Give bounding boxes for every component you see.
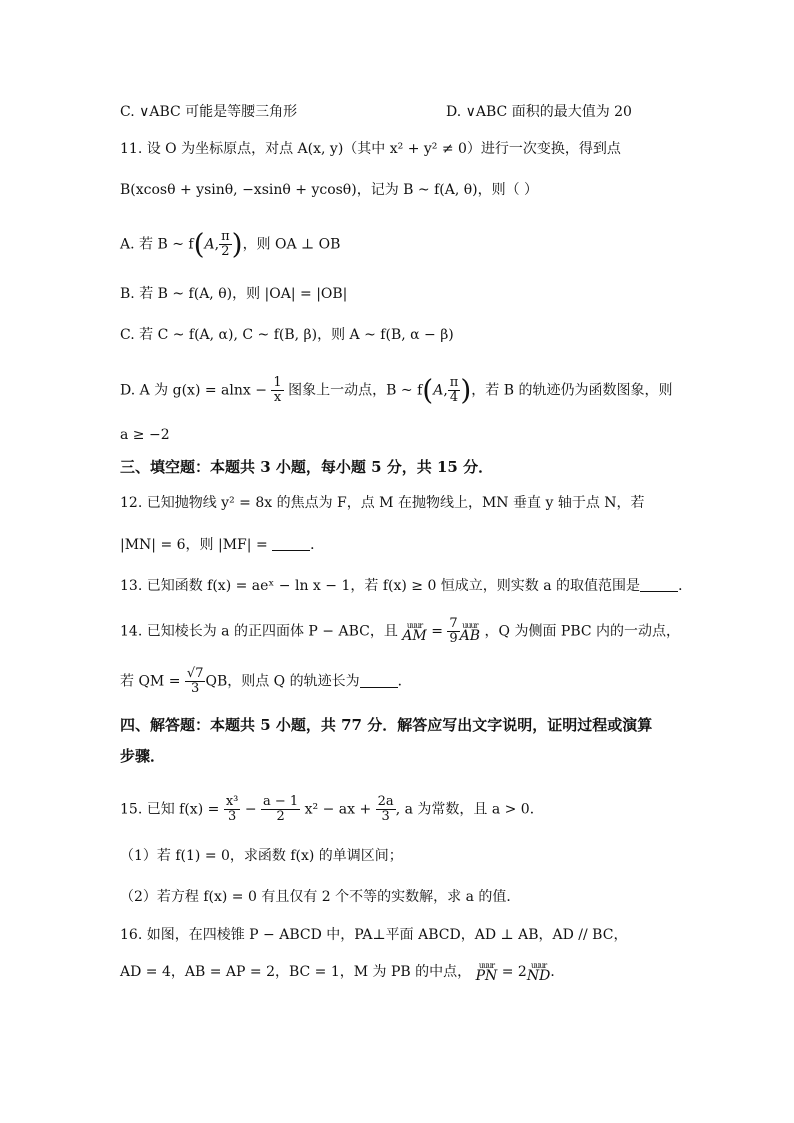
option-c: C. ∨ABC 可能是等腰三角形 (120, 104, 298, 120)
vector-pn: uuur PN (475, 961, 498, 984)
section-4-heading-2: 步骤． (120, 747, 166, 765)
q14-line-2: 若 QM = $\frac{√7}{3}$ QB，则点 Q 的轨迹长为 ． (120, 666, 412, 696)
answer-blank (360, 673, 398, 688)
pi-over-2-fraction: $\frac{\pi}{2}$ (221, 229, 230, 259)
q13-line: 13. 已知函数 f(x) = aeˣ − ln x − 1，若 f(x) ≥ 0 恒成立，则实数 a 的取值范围是 ． (120, 578, 693, 594)
q11-option-c: C. 若 C ~ f(A, α), C ~ f(B, β)，则 A ~ f(B, α − β) (120, 327, 454, 343)
q11-line-1: 11. 设 O 为坐标原点，对点 A(x, y)（其中 x² + y² ≠ 0）进行一次变换，得到点 (120, 141, 621, 157)
q12-line-2: |MN| = 6，则 |MF| = ． (120, 537, 325, 553)
vector-ab: uuur AB (459, 620, 481, 644)
section-3-heading: 三、填空题：本题共 3 小题，每小题 5 分，共 15 分． (120, 458, 494, 476)
sqrt7-over-3-fraction: $\frac{√7}{3}$ (186, 666, 204, 696)
q15-part-2: （2）若方程 f(x) = 0 有且仅有 2 个不等的实数解，求 a 的值． (120, 889, 521, 905)
q15-line: 15. 已知 f(x) = $\frac{\text{x³}}{3}$ − $\frac{a - 1}{2}$ x² − ax + $\frac{2a}{3}$ , a 为常数，且 a > 0． (120, 794, 544, 824)
one-over-x-fraction: $\frac{1}{x}$ (273, 375, 282, 405)
q14-line-1: 14. 已知棱长为 a 的正四面体 P − ABC，且 uuur AM = $\frac{7}{9}$ uuur AB ，Q 为侧面 PBC 内的一动点， (120, 616, 681, 646)
a-minus-1-over-2-fraction: $\frac{a - 1}{2}$ (263, 794, 299, 824)
answer-blank (272, 536, 310, 551)
q11-option-d-end: a ≥ −2 (120, 427, 170, 443)
q11-option-a-pre: A. 若 B ~ f (120, 236, 194, 253)
answer-blank (640, 577, 678, 592)
vector-am: uuur AM (402, 620, 427, 644)
seven-ninths-fraction: $\frac{7}{9}$ (449, 616, 458, 646)
x-cubed-over-3-fraction: $\frac{\text{x³}}{3}$ (225, 794, 239, 824)
pi-over-4-fraction: $\frac{\pi}{4}$ (449, 375, 459, 405)
q11-option-a-post: ，则 OA ⊥ OB (242, 236, 341, 253)
q15-part-1: （1）若 f(1) = 0，求函数 f(x) 的单调区间； (120, 848, 403, 864)
q16-line-1: 16. 如图，在四棱锥 P − ABCD 中，PA⊥平面 ABCD，AD ⊥ AB，AD // BC， (120, 927, 628, 943)
2a-over-3-fraction: $\frac{2a}{3}$ (377, 794, 394, 824)
q16-line-2: AD = 4，AB = AP = 2，BC = 1，M 为 PB 的中点， uuur PN = 2 uuur ND． (120, 961, 565, 984)
section-4-heading-1: 四、解答题：本题共 5 小题，共 77 分．解答应写出文字说明，证明过程或演算 (120, 716, 653, 734)
q11-option-b: B. 若 B ~ f(A, θ)，则 |OA| = |OB| (120, 286, 348, 302)
q11-option-a: A. 若 B ~ f(A, $\frac{\pi}{2}$ )，则 OA ⊥ OB (120, 227, 341, 261)
option-d: D. ∨ABC 面积的最大值为 20 (446, 104, 632, 120)
vector-nd: uuur ND (526, 961, 551, 984)
q12-line-1: 12. 已知抛物线 y² = 8x 的焦点为 F，点 M 在抛物线上，MN 垂直 y 轴于点 N，若 (120, 495, 645, 511)
q11-line-2: B(xcosθ + ysinθ, −xsinθ + ycosθ)，记为 B ~ f(A, θ)，则（ ） (120, 182, 539, 198)
q11-option-d: D. A 为 g(x) = alnx − $\frac{1}{x}$ 图象上一动点，B ~ f(A, $\frac{\pi}{4}$ )，若 B 的轨迹仍为函数图象，则 (120, 373, 673, 407)
